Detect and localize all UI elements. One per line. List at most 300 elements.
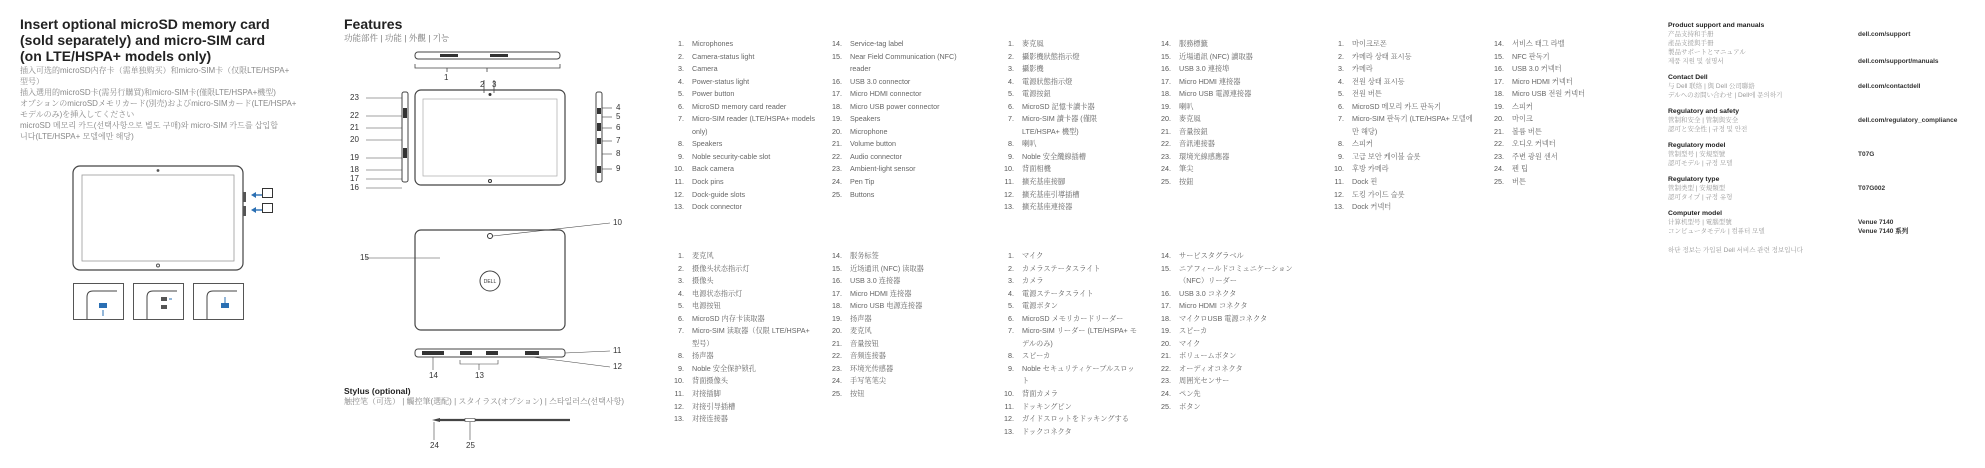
list-item [828,176,978,189]
list-item [1000,189,1135,202]
list-item-label: 喇叭 [1022,139,1037,149]
list-item-label: Noble security-cable slot [692,151,771,161]
support-section-translation: 管制类型 | 安規類型 [1668,185,1726,192]
list-item [1000,426,1140,439]
list-item-number: 22. [1494,139,1504,149]
list-item [1000,275,1140,288]
list-item-number: 16. [832,76,842,86]
list-item-number: 7. [678,326,684,336]
list-item-label: Micro USB 전원 커넥터 [1512,89,1586,99]
list-item [670,88,815,101]
list-item-number: 10. [674,376,684,386]
list-item-number: 1. [1338,39,1344,48]
callout-7: 7 [616,136,621,145]
list-item-number: 19. [1494,101,1504,111]
list-item-number: 25. [832,189,842,199]
support-section-title: Computer model [1668,210,1723,217]
support-section-title: Contact Dell [1668,74,1708,81]
callout-21: 21 [350,123,359,132]
features-list-ja-cont [1157,250,1312,413]
list-item [828,388,978,401]
step-1-box [74,284,124,320]
list-item [1000,250,1140,263]
list-item-label: Camera-status light [692,51,755,61]
list-item-number: 13. [1334,202,1344,212]
list-item [1330,76,1475,89]
list-item-label: 고급 보안 케이블 슬롯 [1352,151,1421,161]
list-item-number: 9. [1008,151,1014,161]
list-item [1000,325,1140,350]
list-item-number: 7. [1008,114,1014,124]
support-value: T07G002 [1858,185,1886,192]
list-item [1157,101,1292,114]
list-item-number: 24. [832,177,842,187]
list-item-number: 21. [832,338,842,348]
list-item [1000,388,1140,401]
list-item-label: Microphone [850,126,888,136]
list-item-number: 9. [678,151,684,161]
list-item-number: 23. [1161,376,1171,386]
list-item-number: 18. [1494,89,1504,99]
list-item-number: 2. [678,51,684,61]
list-item [828,263,978,276]
callout-9: 9 [616,164,621,173]
list-item-label: 周囲光センサー [1179,376,1230,386]
callout-19: 19 [350,153,359,162]
support-link[interactable]: dell.com/contactdell [1858,83,1921,90]
list-item-label: サービスタグラベル [1179,251,1244,260]
support-link[interactable]: dell.com/support [1858,31,1911,38]
list-item-number: 1. [678,39,684,48]
list-item [1330,189,1475,202]
list-item [670,350,815,363]
support-section-title: Regulatory type [1668,176,1720,183]
list-item-number: 25. [832,389,842,399]
stylus-title: Stylus (optional) [344,386,411,396]
list-item-label: 对接引导插槽 [692,401,736,411]
features-list-zh-tw [1000,38,1135,214]
list-item-number: 1. [1008,251,1014,260]
list-item-number: 4. [1338,76,1344,86]
list-item-label: 서비스 태그 라벨 [1512,39,1565,48]
list-item-number: 11. [1334,177,1344,187]
list-item-label: Back camera [692,164,734,174]
insert-card-subtitle-ja: オプションのmicroSDメモリカード(別売)およびmicro-SIMカード(LTE/HSPA+ [20,99,297,108]
list-item-number: 23. [1494,151,1504,161]
list-item [670,113,815,138]
list-item [828,88,978,101]
list-item-number: 9. [1008,363,1014,373]
list-item [1157,176,1292,189]
list-item-label: スピーカ [1022,351,1051,361]
sim-card-icon [262,203,273,213]
features-title: Features [344,16,403,32]
support-section-translation: 產品支援與手冊 [1668,40,1714,47]
list-item-label: 筆尖 [1179,164,1194,174]
list-item-number: 14. [1161,39,1171,48]
list-item-number: 20. [1494,114,1504,124]
list-item-label: MicroSD memory card reader [692,101,787,111]
list-item-label: 近场通讯 (NFC) 读取器 [850,263,924,273]
list-item [1157,51,1292,64]
list-item [670,76,815,89]
list-item-label: Micro USB power connector [850,101,940,111]
support-info-panel [1668,21,1968,255]
insert-card-subtitle-ko: microSD 메모리 카드(선택사항으로 별도 구매)와 micro-SIM 카드를 삽입합 [20,121,279,130]
list-item-label: 麥克風 [1022,39,1044,48]
list-item-label: 背面カメラ [1022,389,1058,399]
list-item-label: 마이크로폰 [1352,39,1387,48]
list-item-label: ボタン [1179,401,1201,411]
list-item [1157,325,1312,338]
support-section-translation: 与 Dell 联络 | 與 Dell 公司聯絡 [1668,83,1755,90]
features-list-ko-cont [1490,38,1625,189]
insert-card-section [20,16,340,142]
list-item-label: 音频连接器 [850,351,886,361]
list-item-number: 16. [1494,64,1504,74]
list-item [670,201,815,214]
list-item-number: 21. [832,139,842,149]
list-item [670,176,815,189]
list-item-number: 5. [678,89,684,99]
list-item-label: Micro HDMI 커넥터 [1512,76,1573,86]
list-item [1157,88,1292,101]
list-item [670,313,815,326]
list-item-number: 6. [1008,313,1014,323]
list-item-label: 마이크 [1512,114,1533,124]
list-item [1157,250,1312,263]
list-item-number: 23. [832,164,842,174]
list-item-label: Ambient-light sensor [850,164,916,174]
list-item-label: Near Field Communication (NFC) reader [850,51,957,74]
list-item-label: 近場通訊 (NFC) 讀取器 [1179,51,1253,61]
list-item-number: 25. [1161,401,1171,411]
list-item-number: 8. [1008,139,1014,149]
list-item [1157,388,1312,401]
list-item [1000,63,1135,76]
list-item-label: 手写笔笔尖 [850,376,886,386]
list-item-label: 電源狀態指示燈 [1022,76,1073,86]
list-item-label: Micro-SIM 판독기 (LTE/HSPA+ 모델에만 해당) [1352,114,1473,136]
list-item [1157,63,1292,76]
list-item-number: 2. [678,263,684,273]
list-item [1490,51,1625,64]
support-section-translation: 管制型号 | 安規型號 [1668,151,1726,158]
support-section-title: Product support and manuals [1668,22,1765,29]
list-item-label: 按鈕 [1179,177,1194,187]
list-item-label: Noble セキュリティケーブルスロット [1022,363,1135,386]
list-item-label: 카메라 상태 표시등 [1352,51,1412,61]
list-item [1157,300,1312,313]
list-item-label: ペン先 [1179,389,1201,399]
support-link[interactable]: dell.com/support/manuals [1858,58,1939,65]
list-item-label: Speakers [692,139,723,149]
list-item [1157,113,1292,126]
callout-10: 10 [613,218,622,227]
list-item-label: マイク [1022,251,1044,260]
list-item-label: Micro-SIM 读取器（仅限 LTE/HSPA+ 型号） [692,326,810,348]
list-item [1000,51,1135,64]
list-item-number: 1. [678,251,684,260]
list-item [670,401,815,414]
list-item [828,250,978,263]
list-item-label: 电源状态指示灯 [692,288,743,298]
list-item-label: 카메라 [1352,64,1373,74]
list-item [1490,126,1625,139]
support-section [1668,73,1968,100]
list-item-label: Power-status light [692,76,750,86]
step-2-box [134,284,184,320]
list-item-number: 20. [1161,114,1171,124]
list-item [1157,313,1312,326]
list-item-number: 16. [1161,288,1171,298]
list-item [1000,313,1140,326]
list-item-label: 電源按鈕 [1022,89,1051,99]
features-list-ko [1330,38,1475,214]
callout-5: 5 [616,112,621,121]
list-item-label: Dock connector [692,202,742,212]
list-item [1330,201,1475,214]
list-item-number: 19. [832,114,842,124]
callout-2: 2 [480,80,485,89]
list-item-label: Microphones [692,39,734,48]
list-item-number: 12. [674,189,684,199]
list-item [828,126,978,139]
support-section-title: Regulatory and safety [1668,108,1740,115]
list-item-number: 18. [832,101,842,111]
list-item-label: Dock-guide slots [692,189,746,199]
list-item [1330,51,1475,64]
list-item-number: 16. [832,276,842,286]
list-item [1490,138,1625,151]
list-item [1490,101,1625,114]
list-item-number: 24. [832,376,842,386]
list-item-label: ドックコネクタ [1022,426,1072,436]
list-item-label: ニアフィールドコミュニケーション（NFC）リーダー [1179,263,1293,286]
list-item-number: 25. [1494,177,1504,187]
list-item-number: 10. [1004,389,1014,399]
support-section-translation: 認可モデル | 규정 모델 [1668,160,1733,167]
list-item [670,250,815,263]
list-item-label: Micro USB 电源连接器 [850,301,923,311]
list-item [828,101,978,114]
stylus-subtitle: 触控笔（可选） | 觸控筆(選配) | スタイラス(オプション) | 스타일러스(선택사항) [344,397,624,406]
callout-13: 13 [475,371,484,380]
list-item [1000,163,1135,176]
support-section-translation: デルへのお問い合わせ | Dell에 문의하기 [1668,92,1783,99]
list-item-label: USB 3.0 커넥터 [1512,64,1562,74]
list-item [670,388,815,401]
features-list-ja [1000,250,1140,438]
list-item-number: 24. [1161,389,1171,399]
list-item [1000,201,1135,214]
list-item-number: 8. [678,351,684,361]
callout-17: 17 [350,174,359,183]
list-item-number: 15. [1161,263,1171,273]
list-item-number: 20. [1161,338,1171,348]
list-item-number: 3. [678,64,684,74]
list-item-label: 对接插脚 [692,389,721,399]
list-item-number: 20. [832,126,842,136]
list-item [828,363,978,376]
list-item-label: 背面摄像头 [692,376,728,386]
list-item [828,38,978,51]
list-item [1330,101,1475,114]
list-item-label: 전원 버튼 [1352,89,1382,99]
support-footnote: 하단 정보는 가입된 Dell 서비스 관련 정보입니다 [1668,247,1804,254]
list-item-number: 4. [678,76,684,86]
list-item-label: ボリュームボタン [1179,351,1237,361]
list-item-number: 17. [1494,76,1504,86]
list-item-number: 6. [678,313,684,323]
list-item [1490,76,1625,89]
list-item-label: 扬声器 [850,313,872,323]
list-item [670,375,815,388]
list-item-label: オーディオコネクタ [1179,363,1243,373]
list-item-number: 19. [1161,101,1171,111]
list-item-number: 13. [1004,202,1014,212]
list-item-label: Dock 핀 [1352,177,1378,187]
list-item [1000,176,1135,189]
list-item-number: 10. [1334,164,1344,174]
insert-card-title-line-1: Insert optional microSD memory card [20,16,270,32]
callout-16: 16 [350,183,359,192]
support-section-translation: コンピュータモデル | 컴퓨터 모델 [1668,228,1765,235]
list-item-number: 8. [1338,139,1344,149]
list-item-number: 3. [1008,276,1014,286]
list-item [1330,138,1475,151]
insert-steps-illustration [73,283,245,321]
features-list-zh-tw-cont [1157,38,1292,189]
callout-15: 15 [360,253,369,262]
list-item [1157,338,1312,351]
list-item-label: USB 3.0 connector [850,76,911,86]
list-item [1157,126,1292,139]
insert-card-subtitle-ja-2: モデルのみ)を挿入してください [20,110,135,119]
list-item [670,288,815,301]
list-item-label: Volume button [850,139,896,149]
list-item-number: 3. [1338,64,1344,74]
list-item [828,375,978,388]
list-item [828,275,978,288]
list-item-label: MicroSD メモリカードリーダー [1022,313,1124,323]
list-item-label: 麥克風 [1179,114,1201,124]
list-item-number: 7. [678,114,684,124]
support-section-translation: 管制和安全 | 管制與安全 [1668,117,1739,124]
support-link[interactable]: dell.com/regulatory_compliance [1858,117,1958,124]
list-item-label: Noble 安全纜線插槽 [1022,151,1086,161]
list-item [1490,176,1625,189]
list-item-number: 4. [1008,288,1014,298]
list-item-label: マイクロUSB 電源コネクタ [1179,313,1268,323]
list-item-number: 14. [832,39,842,48]
list-item-number: 4. [1008,76,1014,86]
list-item-number: 14. [1494,39,1504,48]
list-item [828,113,978,126]
list-item-label: 扬声器 [692,351,714,361]
list-item [1000,401,1140,414]
list-item [828,76,978,89]
list-item [828,325,978,338]
support-section [1668,175,1968,202]
list-item [670,189,815,202]
list-item [1490,63,1625,76]
callout-1: 1 [444,73,449,82]
list-item-label: スピーカ [1179,326,1208,336]
list-item-number: 1. [1008,39,1014,48]
list-item-label: Micro USB 電源連接器 [1179,89,1252,99]
list-item-number: 12. [674,401,684,411]
list-item-label: 电源按钮 [692,301,721,311]
list-item-label: 音量按鈕 [1179,126,1208,136]
list-item-number: 15. [832,263,842,273]
list-item-label: 擴充基座連接器 [1022,202,1073,212]
list-item-number: 8. [678,139,684,149]
list-item-label: MicroSD 메모리 카드 판독기 [1352,101,1442,111]
list-item-number: 2. [1008,51,1014,61]
list-item-label: Pen Tip [850,177,875,187]
support-section-translation: 计算机型号 | 電腦型號 [1668,219,1732,226]
list-item [828,138,978,151]
list-item [1157,363,1312,376]
list-item-number: 16. [1161,64,1171,74]
list-item [1000,101,1135,114]
list-item [670,263,815,276]
support-value: T07G [1858,151,1875,158]
list-item [828,288,978,301]
list-item-label: カメラステータスライト [1022,263,1101,273]
features-list-zh-cn [670,250,815,426]
list-item-number: 15. [832,51,842,61]
list-item-label: カメラ [1022,276,1044,286]
list-item-number: 4. [678,288,684,298]
list-item [828,189,978,202]
callout-22: 22 [350,111,359,120]
list-item [828,338,978,351]
callout-14: 14 [429,371,438,380]
list-item-number: 24. [1494,164,1504,174]
list-item-label: 摄像头 [692,276,714,286]
list-item [670,275,815,288]
list-item-label: USB 3.0 コネクタ [1179,288,1237,298]
list-item [670,413,815,426]
list-item-number: 3. [678,276,684,286]
list-item [1000,263,1140,276]
list-item-number: 14. [1161,251,1171,260]
microsd-card-icon [262,188,273,198]
list-item-number: 23. [832,363,842,373]
list-item-number: 6. [1008,101,1014,111]
list-item-number: 10. [1004,164,1014,174]
list-item-number: 11. [674,177,684,187]
list-item-label: USB 3.0 連接埠 [1179,64,1230,74]
list-item-number: 21. [1494,126,1504,136]
support-section-translation: 認可と安全性 | 규정 및 안전 [1668,126,1748,133]
list-item-number: 12. [1334,189,1344,199]
list-item-number: 22. [1161,363,1171,373]
list-item [1157,350,1312,363]
list-item-number: 18. [832,301,842,311]
list-item-label: 服务标签 [850,251,879,260]
list-item-number: 2. [1338,51,1344,61]
list-item [1000,138,1135,151]
list-item-label: Service-tag label [850,39,904,48]
list-item [1157,263,1312,288]
list-item-label: 音訊連接器 [1179,139,1215,149]
list-item [670,163,815,176]
insert-card-subtitle-ko-2: 니다(LTE/HSPA+ 모델에만 해당) [20,132,134,141]
insert-card-subtitle-zh-cn: 插入可选的microSD内存卡（需单独购买）和micro-SIM卡（仅限LTE/HSPA+ [20,66,290,75]
